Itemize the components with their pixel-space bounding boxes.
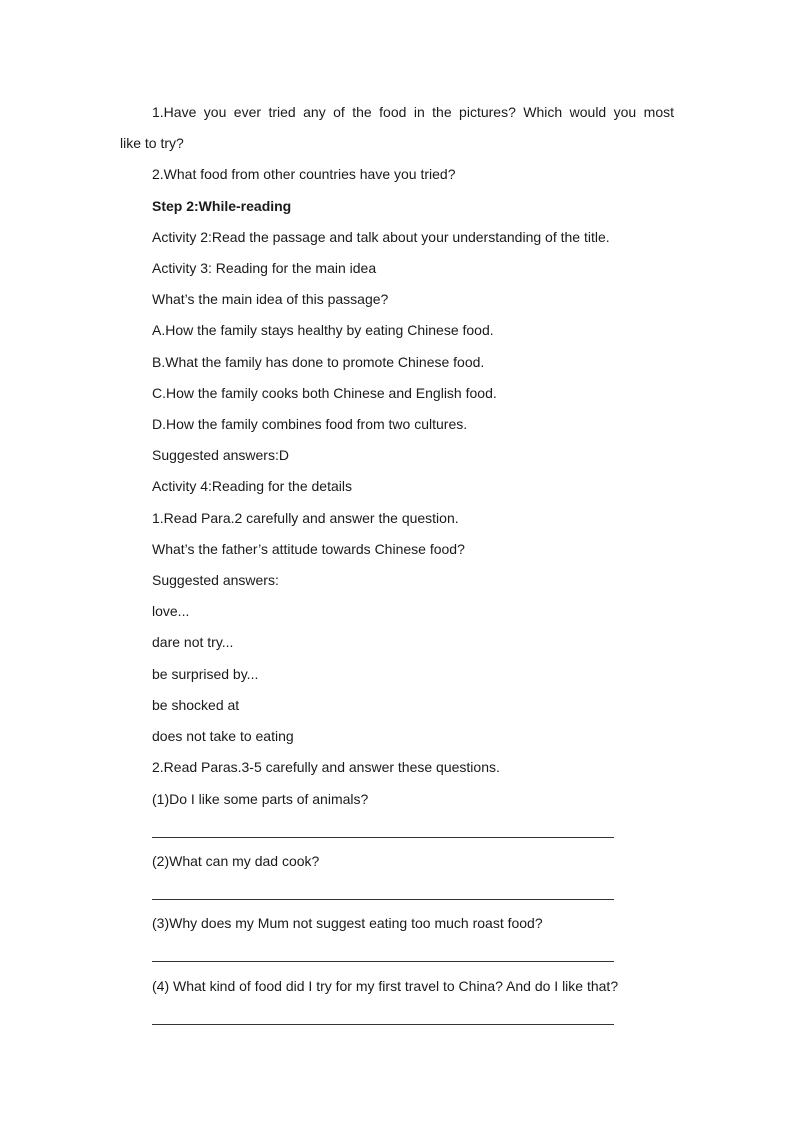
option-b: B.What the family has done to promote Chinese food. bbox=[152, 354, 485, 370]
question-2: (2)What can my dad cook? bbox=[152, 853, 320, 869]
activity-3-answer: Suggested answers:D bbox=[152, 447, 289, 463]
answer-item: dare not try... bbox=[152, 634, 234, 650]
intro-question-1-line-2: like to try? bbox=[120, 135, 184, 151]
suggested-answers-label: Suggested answers: bbox=[152, 572, 279, 588]
intro-question-1-line-1: 1.Have you ever tried any of the food in the pictures? Which would you most bbox=[152, 104, 674, 120]
question-3: (3)Why does my Mum not suggest eating too much roast food? bbox=[152, 915, 543, 931]
activity-3-title: Activity 3: Reading for the main idea bbox=[152, 260, 377, 276]
answer-item: does not take to eating bbox=[152, 728, 294, 744]
answer-line-2[interactable] bbox=[152, 899, 614, 900]
activity-4-title: Activity 4:Reading for the details bbox=[152, 478, 352, 494]
answer-line-4[interactable] bbox=[152, 1024, 614, 1025]
intro-question-2: 2.What food from other countries have you tried? bbox=[152, 166, 456, 182]
activity-2-text: Activity 2:Read the passage and talk about your understanding of the title. bbox=[152, 229, 610, 245]
answer-item: love... bbox=[152, 603, 190, 619]
question-1: (1)Do I like some parts of animals? bbox=[152, 791, 369, 807]
option-c: C.How the family cooks both Chinese and English food. bbox=[152, 385, 497, 401]
answer-item: be shocked at bbox=[152, 697, 240, 713]
answer-item: be surprised by... bbox=[152, 666, 259, 682]
question-4: (4) What kind of food did I try for my first travel to China? And do I like that? bbox=[152, 978, 619, 994]
option-d: D.How the family combines food from two cultures. bbox=[152, 416, 468, 432]
answer-line-1[interactable] bbox=[152, 837, 614, 838]
activity-4-task-2: 2.Read Paras.3-5 carefully and answer these questions. bbox=[152, 759, 500, 775]
option-a: A.How the family stays healthy by eating Chinese food. bbox=[152, 322, 494, 338]
activity-3-question: What’s the main idea of this passage? bbox=[152, 291, 389, 307]
answer-line-3[interactable] bbox=[152, 961, 614, 962]
activity-4-question-1: What’s the father’s attitude towards Chinese food? bbox=[152, 541, 465, 557]
step-2-heading: Step 2:While-reading bbox=[152, 198, 292, 214]
activity-4-task-1: 1.Read Para.2 carefully and answer the question. bbox=[152, 510, 459, 526]
